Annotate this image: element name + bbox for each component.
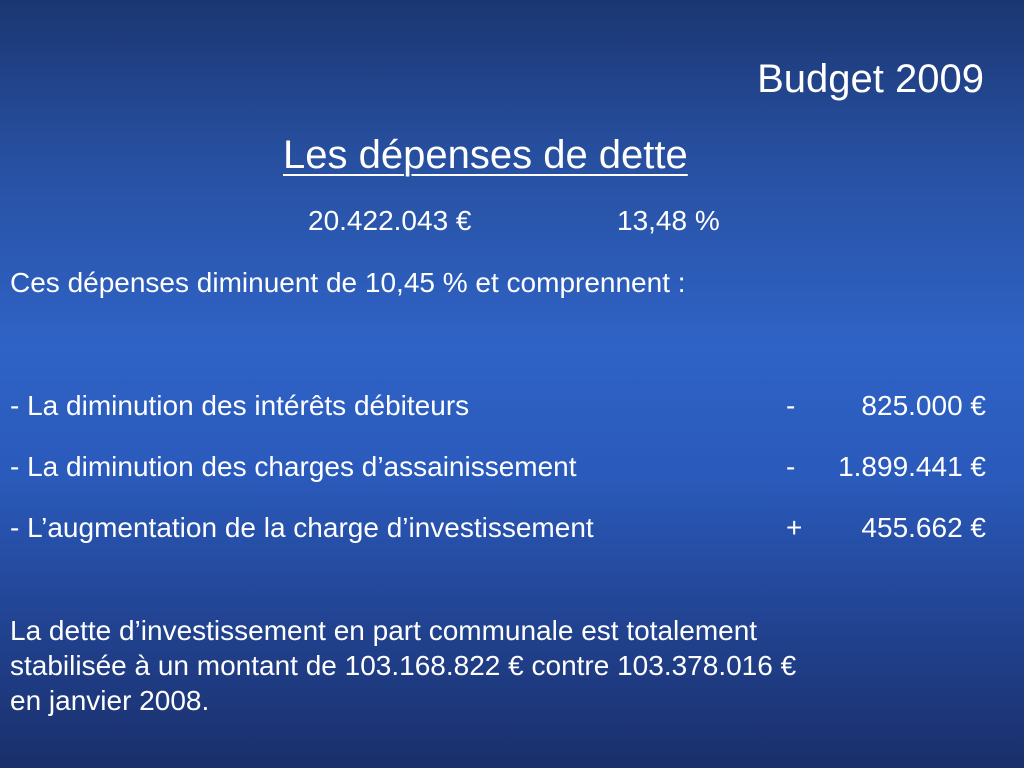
expense-item-interest bbox=[0, 389, 1024, 423]
budget-heading: Budget 2009 bbox=[757, 57, 984, 101]
conclusion-paragraph bbox=[10, 613, 1000, 718]
expense-item-sign: - bbox=[786, 451, 796, 482]
expense-item-label: - L’augmentation de la charge d’investissement bbox=[10, 512, 594, 543]
section-title: Les dépenses de dette bbox=[283, 133, 688, 177]
total-amount: 20.422.043 € bbox=[308, 205, 472, 236]
expense-item-amount: 455.662 € bbox=[861, 512, 986, 543]
expense-item-amount: 1.899.441 € bbox=[838, 451, 986, 482]
expense-item-sign: - bbox=[786, 390, 796, 421]
expense-item-sanitation bbox=[0, 450, 1024, 484]
conclusion-line: stabilisée à un montant de 103.168.822 € contre 103.378.016 € bbox=[10, 650, 797, 681]
expense-item-amount: 825.000 € bbox=[861, 390, 986, 421]
expense-item-investment bbox=[0, 511, 1024, 545]
conclusion-line: en janvier 2008. bbox=[10, 685, 210, 716]
conclusion-line: La dette d’investissement en part communale est totalement bbox=[10, 615, 758, 646]
expense-item-label: - La diminution des intérêts débiteurs bbox=[10, 390, 470, 421]
expense-item-label: - La diminution des charges d’assainissement bbox=[10, 451, 577, 482]
intro-text: Ces dépenses diminuent de 10,45 % et comprennent : bbox=[10, 267, 686, 298]
total-percent: 13,48 % bbox=[617, 205, 720, 236]
expense-item-sign: + bbox=[786, 512, 803, 543]
